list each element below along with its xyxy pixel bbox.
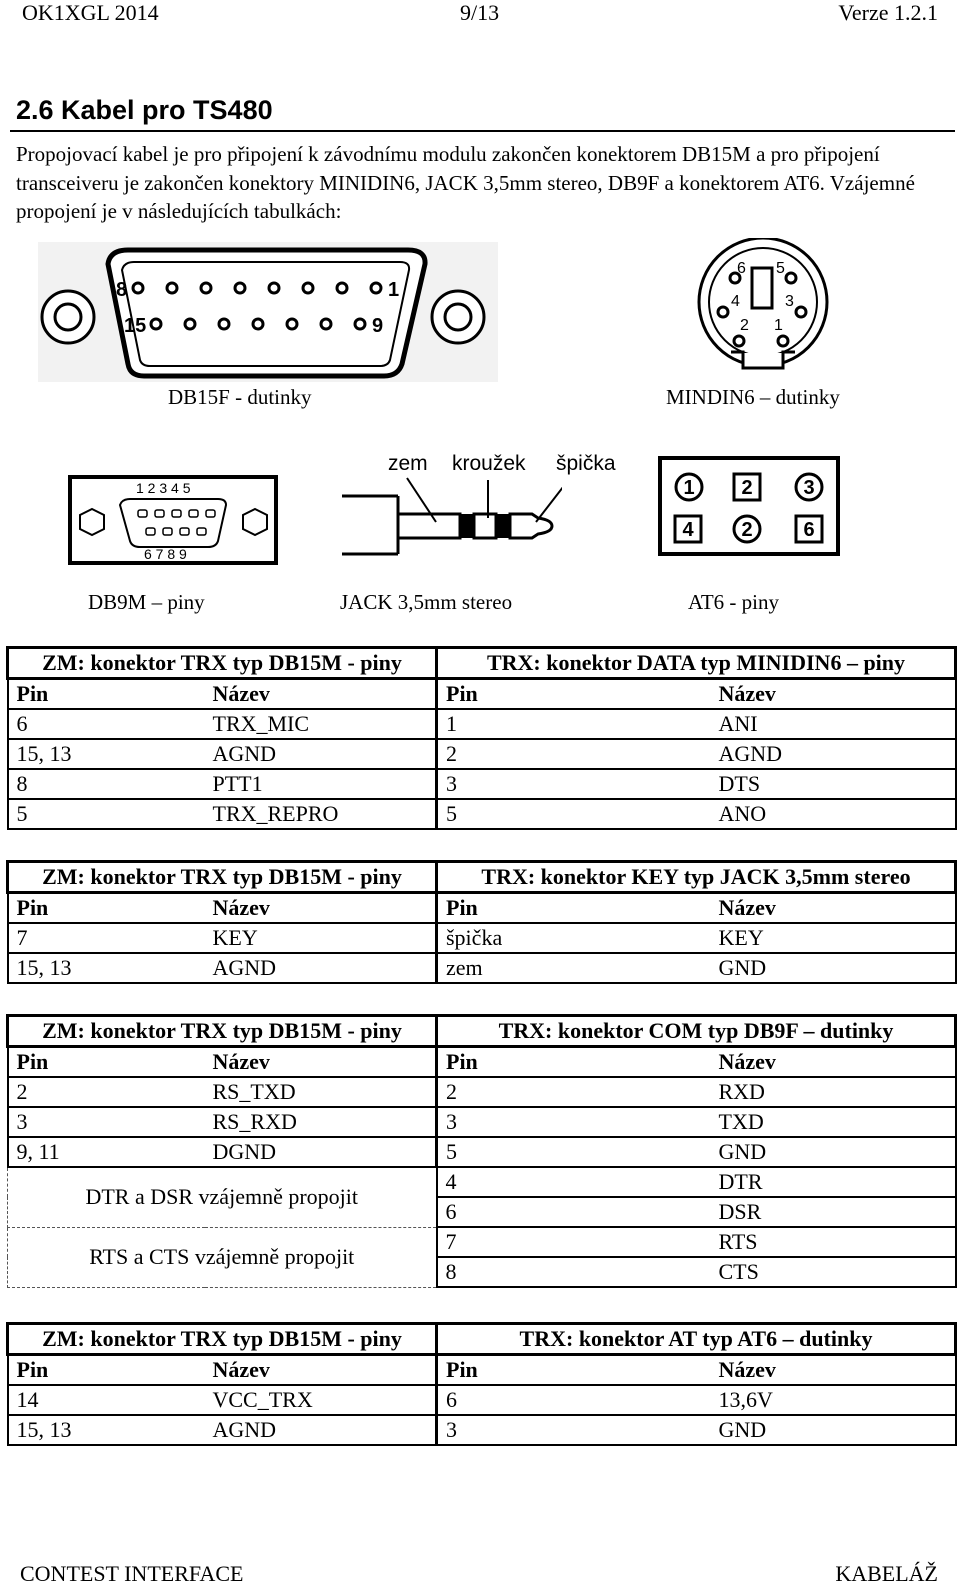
db9-mount-nut-left	[80, 509, 104, 535]
jack-insulator-2	[496, 514, 510, 538]
table-header-right: TRX: konektor AT typ AT6 – dutinky	[437, 1324, 956, 1355]
table-header-left: ZM: konektor TRX typ DB15M - piny	[8, 648, 437, 679]
cell-name: DSR	[711, 1197, 956, 1227]
db9-pin-labels-top: 1 2 3 4 5	[136, 480, 191, 496]
table-row	[8, 1107, 956, 1137]
cell-name: TXD	[711, 1107, 956, 1137]
col-header-pin: Pin	[8, 679, 205, 710]
note-rts-cts: RTS a CTS vzájemně propojit	[8, 1227, 437, 1287]
db15-connector-diagram	[38, 242, 498, 382]
at6-pin-label-6: 6	[803, 519, 815, 541]
cell-name: DTR	[711, 1167, 956, 1197]
cell-pin: 8	[437, 1257, 711, 1287]
cell-pin: 15, 13	[8, 1415, 205, 1445]
col-header-name: Název	[711, 679, 956, 710]
cell-name: RXD	[711, 1077, 956, 1107]
cell-pin: 3	[8, 1107, 205, 1137]
cell-name: GND	[711, 1415, 956, 1445]
table-row	[8, 709, 956, 739]
table-jack	[6, 860, 957, 984]
cell-name: ANO	[711, 799, 956, 829]
at6-pin-label-1: 1	[683, 477, 695, 499]
table-header-right: TRX: konektor KEY typ JACK 3,5mm stereo	[437, 862, 956, 893]
col-header-pin: Pin	[8, 1355, 205, 1386]
header-page-number: 9/13	[460, 0, 500, 25]
col-header-name: Název	[205, 1047, 437, 1078]
at6-caption: AT6 - piny	[688, 590, 779, 614]
table-header-left: ZM: konektor TRX typ DB15M - piny	[8, 1016, 437, 1047]
table-header-left: ZM: konektor TRX typ DB15M - piny	[8, 1324, 437, 1355]
cell-pin: 2	[8, 1077, 205, 1107]
col-header-name: Název	[205, 679, 437, 710]
table-row	[8, 1077, 956, 1107]
db15-pin-label-8: 8	[116, 279, 128, 301]
at6-pin-label-2: 2	[741, 477, 753, 499]
cell-pin: 3	[437, 769, 711, 799]
cell-name: AGND	[711, 739, 956, 769]
db9-mount-nut-right	[243, 509, 267, 535]
cell-name: RS_TXD	[205, 1077, 437, 1107]
minidin6-connector-diagram	[693, 238, 835, 370]
cell-name: AGND	[205, 739, 437, 769]
minidin6-pin-label-3: 3	[785, 293, 794, 310]
cell-pin: 5	[437, 799, 711, 829]
jack-insulator-1	[460, 514, 474, 538]
cell-name: DGND	[205, 1137, 437, 1167]
cell-name: PTT1	[205, 769, 437, 799]
db15-caption: DB15F - dutinky	[168, 385, 312, 409]
cell-pin: 2	[437, 739, 711, 769]
table-row	[8, 1227, 956, 1257]
table-row	[8, 799, 956, 829]
cell-pin: 7	[8, 923, 205, 953]
col-header-name: Název	[205, 1355, 437, 1386]
cell-pin: 7	[437, 1227, 711, 1257]
cell-pin: 3	[437, 1415, 711, 1445]
cell-pin: 9, 11	[8, 1137, 205, 1167]
jack-label-spicka: špička	[556, 452, 616, 475]
cell-name: RTS	[711, 1227, 956, 1257]
col-header-pin: Pin	[437, 893, 711, 924]
col-header-name: Název	[711, 893, 956, 924]
minidin6-pin-label-1: 1	[774, 317, 783, 334]
cell-pin: zem	[437, 953, 711, 983]
db9-pin-labels-bottom: 6 7 8 9	[144, 546, 187, 562]
table-at6	[6, 1322, 957, 1446]
cell-name: GND	[711, 953, 956, 983]
table-header-right: TRX: konektor COM typ DB9F – dutinky	[437, 1016, 956, 1047]
table-row	[8, 1415, 956, 1445]
table-row	[8, 1385, 956, 1415]
at6-pin-label-2b: 2	[741, 519, 753, 541]
table-row	[8, 769, 956, 799]
db15-mount-hole-left	[42, 291, 94, 343]
col-header-pin: Pin	[437, 1047, 711, 1078]
db15-mount-hole-right	[432, 291, 484, 343]
header-left: OK1XGL 2014	[22, 0, 159, 25]
table-header-right: TRX: konektor DATA typ MINIDIN6 – piny	[437, 648, 956, 679]
jack-caption: JACK 3,5mm stereo	[340, 590, 513, 614]
col-header-pin: Pin	[8, 893, 205, 924]
jack-plug-diagram	[340, 476, 562, 558]
minidin6-key-slot	[752, 268, 772, 308]
cell-pin: 14	[8, 1385, 205, 1415]
footer-right: KABELÁŽ	[835, 1561, 938, 1586]
table-db9f	[6, 1014, 957, 1288]
cell-name: 13,6V	[711, 1385, 956, 1415]
db15-shell	[108, 250, 425, 376]
cell-name: AGND	[205, 1415, 437, 1445]
table-row	[8, 739, 956, 769]
section-paragraph: Propojovací kabel je pro připojení k závodnímu modulu zakončen konektorem DB15M a pro připojení transceiveru je zakončen konektory MINIDIN6, JACK 3,5mm stereo, DB9F a konektorem AT6. Vzájemné propojení je v následujících tabulkách:	[16, 142, 915, 223]
table-minidin6	[6, 646, 957, 830]
cell-pin: 8	[8, 769, 205, 799]
jack-tip	[510, 514, 552, 538]
minidin6-pin-label-5: 5	[776, 260, 785, 277]
cell-name: TRX_REPRO	[205, 799, 437, 829]
db9-shell	[120, 499, 226, 547]
cell-name: VCC_TRX	[205, 1385, 437, 1415]
jack-label-zem: zem	[388, 452, 428, 475]
cell-pin: 6	[437, 1385, 711, 1415]
cell-name: ANI	[711, 709, 956, 739]
at6-connector-diagram	[658, 456, 842, 558]
col-header-pin: Pin	[437, 679, 711, 710]
col-header-name: Název	[205, 893, 437, 924]
cell-name: RS_RXD	[205, 1107, 437, 1137]
cell-name: DTS	[711, 769, 956, 799]
cell-name: CTS	[711, 1257, 956, 1287]
minidin6-pin-label-6: 6	[737, 260, 746, 277]
db15-pin-label-9: 9	[372, 315, 384, 337]
footer-left: CONTEST INTERFACE	[20, 1561, 244, 1586]
minidin6-pin-label-2: 2	[740, 317, 749, 334]
section-title: 2.6 Kabel pro TS480	[16, 95, 273, 125]
db15-pin-label-15: 15	[124, 315, 147, 337]
cell-pin: 5	[437, 1137, 711, 1167]
table-row	[8, 1167, 956, 1197]
col-header-name: Název	[711, 1047, 956, 1078]
cell-name: GND	[711, 1137, 956, 1167]
cell-pin: 6	[8, 709, 205, 739]
cell-pin: 6	[437, 1197, 711, 1227]
col-header-pin: Pin	[437, 1355, 711, 1386]
cell-pin: špička	[437, 923, 711, 953]
cell-pin: 15, 13	[8, 953, 205, 983]
cell-pin: 5	[8, 799, 205, 829]
at6-pin-label-3: 3	[803, 477, 815, 499]
cell-name: AGND	[205, 953, 437, 983]
cell-name: KEY	[205, 923, 437, 953]
header-version: Verze 1.2.1	[838, 0, 938, 25]
cell-name: TRX_MIC	[205, 709, 437, 739]
at6-pin-label-4: 4	[682, 519, 694, 541]
table-header-left: ZM: konektor TRX typ DB15M - piny	[8, 862, 437, 893]
cell-pin: 15, 13	[8, 739, 205, 769]
jack-sleeve	[398, 514, 460, 538]
cell-pin: 4	[437, 1167, 711, 1197]
minidin6-caption: MINDIN6 – dutinky	[666, 385, 840, 409]
jack-label-krouzek: kroužek	[452, 452, 526, 475]
col-header-name: Název	[711, 1355, 956, 1386]
cell-pin: 2	[437, 1077, 711, 1107]
table-row	[8, 923, 956, 953]
table-row	[8, 1137, 956, 1167]
db15-pin-label-1: 1	[388, 279, 400, 301]
cell-pin: 3	[437, 1107, 711, 1137]
cell-pin: 1	[437, 709, 711, 739]
table-row	[8, 953, 956, 983]
section-divider	[10, 130, 955, 132]
col-header-pin: Pin	[8, 1047, 205, 1078]
jack-ring	[474, 514, 496, 538]
db9-caption: DB9M – piny	[88, 590, 205, 614]
minidin6-pin-label-4: 4	[731, 293, 740, 310]
note-dtr-dsr: DTR a DSR vzájemně propojit	[8, 1167, 437, 1227]
cell-name: KEY	[711, 923, 956, 953]
db9-connector-diagram	[68, 475, 280, 567]
